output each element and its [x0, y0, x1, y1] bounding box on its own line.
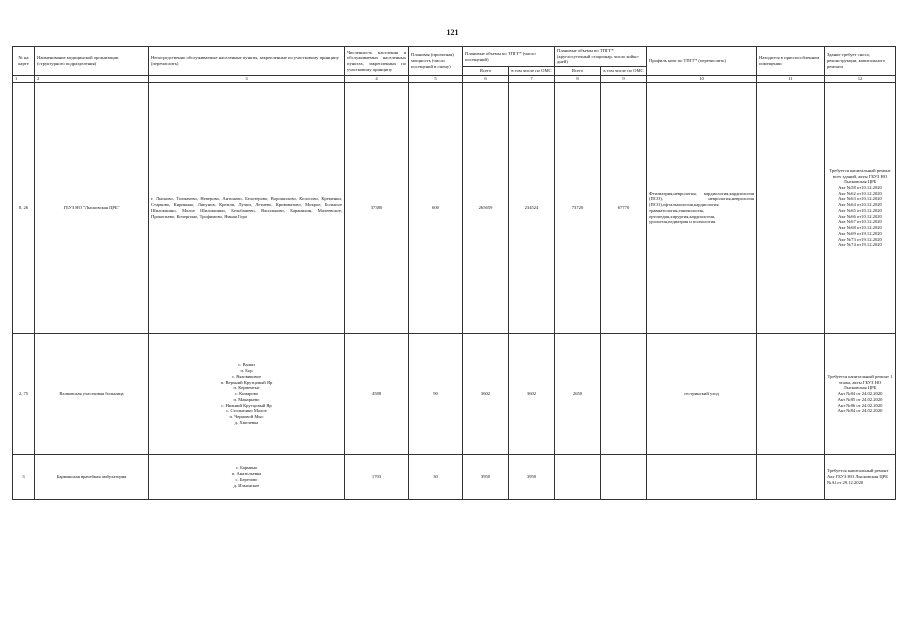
- table-row: [13, 333, 896, 454]
- row-adapted: [757, 333, 825, 454]
- row-bed-profiles: Фтизиатрия,неврология, кардиология,кардиология (ПСО), неврология,неврология (ПСО),офтальмология,кардиология травматология,гинекология, ортопедия,хирургия,кардиология, урология,педиатрия и психология: [647, 82, 757, 333]
- row-bed-profiles: сестринский уход: [647, 333, 757, 454]
- col-number: 8: [555, 75, 601, 82]
- row-beddays-oms: 67770: [601, 82, 647, 333]
- row-organization: ГБУЗ НО "Лысковская ЦРБ": [35, 82, 149, 333]
- col-number: 1: [13, 75, 35, 82]
- header-visits-total: Всего: [463, 67, 509, 76]
- header-visits-oms: в том числе по ОМС: [509, 67, 555, 76]
- facilities-table: [12, 46, 896, 500]
- row-map-number: 2, 75: [13, 333, 35, 454]
- row-repair: Требуется капитальный ремонт Акт ГБУЗ НО Лысковская ЦРБ №Al от 29.12.2020: [825, 454, 896, 499]
- row-organization: Барминская врачебная амбулатория: [35, 454, 149, 499]
- header-beddays-oms: в том числе по ОМС: [601, 67, 647, 76]
- table-row: [13, 454, 896, 499]
- header-bed-profiles: Профиль коек по ТПГГ* (перечислить): [647, 47, 757, 76]
- header-organization: Наименование медицинской организации (структурного подразделения): [35, 47, 149, 76]
- row-population: 1703: [345, 454, 409, 499]
- col-number: 2: [35, 75, 149, 82]
- row-visits-oms: 234524: [509, 82, 555, 333]
- col-number: 11: [757, 75, 825, 82]
- table-row: [13, 82, 896, 333]
- row-capacity: 600: [409, 82, 463, 333]
- header-repair: Здание требует сноса, реконструкции, капитального ремонта: [825, 47, 896, 76]
- col-number: 10: [647, 75, 757, 82]
- col-number: 12: [825, 75, 896, 82]
- row-adapted: [757, 82, 825, 333]
- header-settlements: Непосредственно обслуживаемые населенные пункты, закрепленные по участковому принципу (перечислить): [149, 47, 345, 76]
- row-settlements: г. Лысково, Толмачево, Неверово, Антоново, Белозерово, Ворошилово, Колосово, Кременки, Старково, Кирикино, Ляпунов, Кремли, Лучки, Летнево, Кривоватово, Мокрое, Большое Шилокшино, Малое Шилокшино, Бельбашево, Васильково, Баранихин, Малеевское, Прокопьево, Кочергино, Трофимово, Ямная Гора: [149, 82, 345, 333]
- row-population: 37380: [345, 82, 409, 333]
- row-organization: Валковская участковая больница: [35, 333, 149, 454]
- row-capacity: 30: [409, 454, 463, 499]
- row-beddays-total: 73720: [555, 82, 601, 333]
- row-population: 4588: [345, 333, 409, 454]
- row-visits-total: 3950: [463, 454, 509, 499]
- header-beddays: Плановые объемы по ТПГГ* (круглосуточный стационар, число койко-дней): [555, 47, 647, 67]
- row-capacity: 90: [409, 333, 463, 454]
- row-beddays-oms: [601, 454, 647, 499]
- page-number: 121: [446, 28, 459, 37]
- row-repair: Требуется капитальный ремонт 1 этажа, акты ГБУЗ НО Лысковская ЦРБ Акт №84 от 24.02.2020 Акт №85 от 24.02.2020 Акт №86 от 24.02.2020 Акт №84 от 24.02.2020: [825, 333, 896, 454]
- header-row: [13, 47, 896, 67]
- row-beddays-oms: [601, 333, 647, 454]
- col-number: 7: [509, 75, 555, 82]
- row-settlements: с. Валки п. Бор с. Вязовиковое п. Верхний Крутцовый Яр п. Керментьи с. Комарово п. Макарьево с. Нижний Крутцовый Яр с. Столыпино Малое п. Черновой Мыс д. Хмелевка: [149, 333, 345, 454]
- col-number: 5: [409, 75, 463, 82]
- header-adapted: Находится в приспособленном помещении: [757, 47, 825, 76]
- row-bed-profiles: [647, 454, 757, 499]
- row-repair: Требуется капитальный ремонт всех зданий, акты ГБУЗ НО Лысковская ЦРБ Акт №58 от10.12.2020 Акт №62 от10.12.2020 Акт №63 от10.12.2020 Акт №64 от10.12.2020 Акт №65 от10.12.2020 Акт №66 от10.12.2020 Акт №67 от10.12.2020 Акт №68 от10.12.2020 Акт №69 от19.12.2020 Акт №73 от19.12.2020 Акт №74 от19.12.2020: [825, 82, 896, 333]
- column-number-row: [13, 75, 896, 82]
- row-map-number: 8, 26: [13, 82, 35, 333]
- row-visits-oms: 3950: [509, 454, 555, 499]
- row-beddays-total: [555, 454, 601, 499]
- row-settlements: с. Бармино п. Анатольевка с. Березово д. Ильинское: [149, 454, 345, 499]
- row-visits-oms: 3602: [509, 333, 555, 454]
- col-number: 4: [345, 75, 409, 82]
- header-map-number: № на карте: [13, 47, 35, 76]
- col-number: 9: [601, 75, 647, 82]
- col-number: 3: [149, 75, 345, 82]
- row-visits-total: 3602: [463, 333, 509, 454]
- row-visits-total: 265659: [463, 82, 509, 333]
- row-adapted: [757, 454, 825, 499]
- row-beddays-total: 2650: [555, 333, 601, 454]
- header-population: Численность населения в обслуживаемых населенных пунктах, закрепленных по участковому принципу: [345, 47, 409, 76]
- col-number: 6: [463, 75, 509, 82]
- row-map-number: 3: [13, 454, 35, 499]
- header-capacity: Плановая (проектная) мощность (число посещений в смену): [409, 47, 463, 76]
- header-beddays-total: Всего: [555, 67, 601, 76]
- header-visits: Плановые объемы по ТПГГ* (число посещений): [463, 47, 555, 67]
